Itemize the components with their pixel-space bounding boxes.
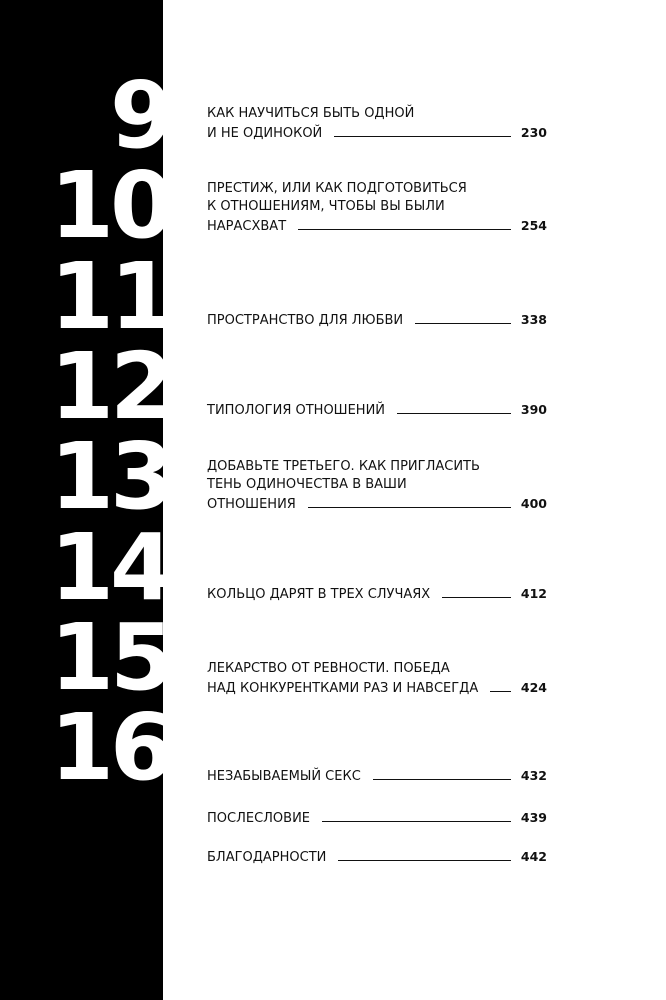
chapter-number: 14 bbox=[49, 514, 170, 621]
page-number: 439 bbox=[520, 810, 547, 825]
page-number: 254 bbox=[520, 218, 547, 233]
chapter-number: 9 bbox=[109, 62, 170, 169]
chapter-number: 12 bbox=[49, 333, 170, 440]
toc-entry-title-line: И НЕ ОДИНОКОЙ bbox=[207, 126, 323, 141]
toc-entry[interactable] bbox=[207, 458, 547, 514]
toc-entry-title-line: НЕЗАБЫВАЕМЫЙ СЕКС bbox=[207, 769, 361, 784]
toc-entry[interactable] bbox=[207, 400, 547, 420]
leader-line bbox=[442, 584, 511, 598]
toc-entry-title-line: ОТНОШЕНИЯ bbox=[207, 497, 296, 512]
leader-line bbox=[373, 766, 511, 780]
toc-entry[interactable] bbox=[207, 310, 547, 330]
page-number: 412 bbox=[520, 586, 547, 601]
toc-entry-title-line: ПРОСТРАНСТВО ДЛЯ ЛЮБВИ bbox=[207, 313, 404, 328]
page-number: 230 bbox=[520, 125, 547, 140]
toc-entry-title-line: ТЕНЬ ОДИНОЧЕСТВА В ВАШИ bbox=[207, 477, 407, 492]
toc-entry[interactable] bbox=[207, 105, 547, 143]
leader-line bbox=[415, 310, 511, 324]
page-number: 424 bbox=[520, 680, 547, 695]
toc-entry-afterword[interactable] bbox=[207, 808, 547, 828]
leader-line bbox=[308, 494, 511, 508]
toc-entry-acknowledgements[interactable] bbox=[207, 847, 547, 867]
toc-entry[interactable] bbox=[207, 180, 547, 236]
page-number: 390 bbox=[520, 402, 547, 417]
chapter-number: 15 bbox=[49, 604, 170, 711]
toc-entry-title-line: БЛАГОДАРНОСТИ bbox=[207, 850, 327, 865]
toc-entry-title-line: НАД КОНКУРЕНТКАМИ РАЗ И НАВСЕГДА bbox=[207, 681, 479, 696]
toc-entry-title-line: КОЛЬЦО ДАРЯТ В ТРЕХ СЛУЧАЯХ bbox=[207, 587, 431, 602]
leader-line bbox=[322, 808, 511, 822]
chapter-number: 11 bbox=[49, 243, 170, 350]
toc-entry[interactable] bbox=[207, 766, 547, 786]
page-number: 400 bbox=[520, 496, 547, 511]
toc-entry-title-line: ПОСЛЕСЛОВИЕ bbox=[207, 811, 311, 826]
chapter-number: 10 bbox=[49, 152, 170, 259]
page-number: 338 bbox=[520, 312, 547, 327]
leader-line bbox=[490, 678, 511, 692]
toc-entry[interactable] bbox=[207, 660, 547, 698]
leader-line bbox=[334, 123, 511, 137]
leader-line bbox=[298, 216, 511, 230]
chapter-number-column bbox=[0, 0, 170, 1000]
leader-line bbox=[338, 847, 511, 861]
toc-entry-title-line: КАК НАУЧИТЬСЯ БЫТЬ ОДНОЙ bbox=[207, 106, 415, 121]
page-number: 442 bbox=[520, 849, 547, 864]
toc-entry-title-line: К ОТНОШЕНИЯМ, ЧТОБЫ ВЫ БЫЛИ bbox=[207, 199, 445, 214]
page-number: 432 bbox=[520, 768, 547, 783]
toc-entry-title-line: ТИПОЛОГИЯ ОТНОШЕНИЙ bbox=[207, 403, 386, 418]
toc-entry-title-line: ПРЕСТИЖ, ИЛИ КАК ПОДГОТОВИТЬСЯ bbox=[207, 181, 467, 196]
toc-entry-title-line: ДОБАВЬТЕ ТРЕТЬЕГО. КАК ПРИГЛАСИТЬ bbox=[207, 459, 480, 474]
chapter-number: 13 bbox=[49, 423, 170, 530]
toc-entry-title-line: НАРАСХВАТ bbox=[207, 219, 287, 234]
chapter-number: 16 bbox=[49, 694, 170, 801]
leader-line bbox=[397, 400, 511, 414]
toc-entry-title-line: ЛЕКАРСТВО ОТ РЕВНОСТИ. ПОБЕДА bbox=[207, 661, 450, 676]
toc-entry[interactable] bbox=[207, 584, 547, 604]
